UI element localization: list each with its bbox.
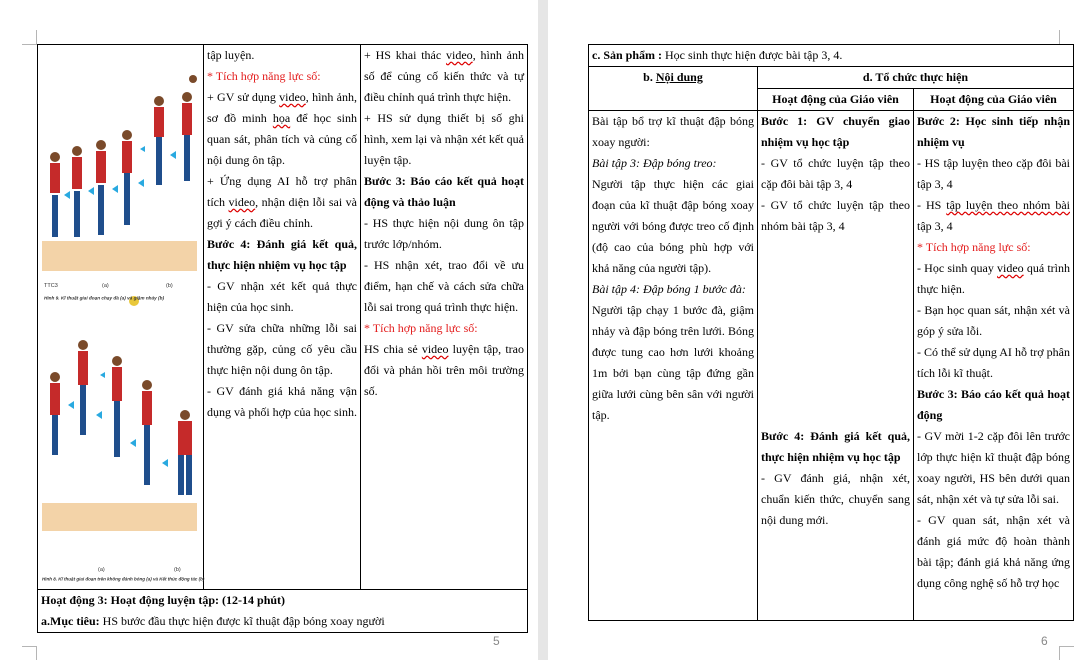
text-paragraph: - GV tổ chức luyện tập theo cặp đôi bài tập 3, 4: [761, 156, 910, 191]
text-paragraph: - GV đánh giá khả năng vận dụng và phối hợp của học sinh.: [207, 384, 357, 419]
text-paragraph: HS chia sẻ video luyện tập, trao đổi và phản hồi trên môi trường số.: [364, 342, 525, 398]
student-cell: [914, 111, 1074, 621]
text-paragraph: - Có thể sử dụng AI hỗ trợ phân tích lỗi kĩ thuật.: [917, 345, 1070, 380]
digital-skill-heading: * Tích hợp năng lực số:: [364, 321, 478, 335]
digital-skill-heading: * Tích hợp năng lực số:: [917, 240, 1031, 254]
text-paragraph: Bài tập bổ trợ kĩ thuật đập bóng xoay người:: [592, 114, 754, 149]
text-paragraph: - HS thực hiện nội dung ôn tập trước lớp/nhóm.: [364, 216, 524, 251]
student-activity-cell: [361, 45, 528, 590]
text-paragraph: + GV sử dụng video, hình ảnh, sơ đồ minh họa để học sinh quan sát, phân tích và củng cố nội dung ôn tập.: [207, 90, 358, 167]
exercise-title: Bài tập 3: Đập bóng treo:: [592, 156, 717, 170]
content-cell: [589, 111, 758, 621]
content-header: b. Nội dung: [589, 67, 758, 111]
figure-caption-top: Hình 9. Kĩ thuật giai đoạn chạy đà (a) và giậm nhảy (b): [44, 296, 165, 302]
page-gap: [538, 0, 548, 660]
step-heading: Bước 3: Báo cáo kết quả hoạt động: [917, 387, 1070, 422]
text-paragraph: - Bạn học quan sát, nhận xét và góp ý sửa lỗi.: [917, 303, 1070, 338]
step-heading: Bước 2: Học sinh tiếp nhận nhiệm vụ: [917, 114, 1070, 149]
text-paragraph: - GV sửa chữa những lỗi sai thường gặp, củng cố yêu cầu thực hiện nội dung ôn tập.: [207, 321, 357, 377]
student-header: Hoạt động của Giáo viên: [914, 89, 1074, 111]
text-paragraph: - HS nhận xét, trao đổi về ưu điểm, hạn chế và cách sửa chữa lỗi sai trong quá trình thực hiện.: [364, 258, 524, 314]
text-paragraph: - Học sinh quay video quá trình thực hiện.: [917, 261, 1070, 296]
text-paragraph: - GV tổ chức luyện tập theo nhóm bài tập 3, 4: [761, 198, 910, 233]
figure-caption-bottom: Hình 8. Kĩ thuật giai đoạn trên không đánh bóng (a) và Kết thúc động tác (b): [42, 577, 205, 582]
figure-label-a: (a): [102, 283, 109, 289]
text-paragraph: + HS khai thác video, hình ảnh số để củng cố kiến thức và tự điều chỉnh quá trình thực hiện.: [364, 48, 524, 104]
figure-label-a-lower: (a): [98, 567, 105, 573]
text-paragraph: Người tập chạy 1 bước đà, giậm nhảy và đập bóng trên lưới. Bóng được tung cao hơn lưới khoảng 1m bởi bạn cùng tập đứng gần giữa lưới cùng bên sân với người tập.: [592, 303, 754, 422]
figure-cell: [38, 45, 204, 590]
athlete-illustration: [38, 45, 204, 590]
left-page: [0, 0, 538, 660]
crop-mark: [22, 30, 37, 45]
activity-heading: Hoạt động 3: Hoạt động luyện tập: (12-14 phút): [41, 593, 286, 607]
text-paragraph: - GV đánh giá, nhận xét, chuẩn kiến thức, chuyển sang nội dung mới.: [761, 471, 910, 527]
technique-figure: [38, 45, 205, 582]
text-paragraph: + Ứng dụng AI hỗ trợ phân tích video, nhận diện lỗi sai và gợi ý cách điều chỉnh.: [207, 174, 357, 230]
digital-skill-heading: * Tích hợp năng lực số:: [207, 69, 321, 83]
objective-line: a.Mục tiêu: HS bước đầu thực hiện được kĩ thuật đập bóng xoay người: [41, 614, 385, 628]
step-heading: Bước 4: Đánh giá kết quả, thực hiện nhiệm vụ học tập: [761, 429, 910, 464]
page-number: 6: [1041, 634, 1048, 648]
step-heading: Bước 3: Báo cáo kết quả hoạt động và thảo luận: [364, 174, 524, 209]
teacher-activity-cell: [204, 45, 361, 590]
spacer: [761, 237, 910, 426]
exercise-title: Bài tập 4: Đập bóng 1 bước đà:: [592, 282, 746, 296]
page-number: 5: [493, 634, 500, 648]
product-cell: c. Sản phẩm : Học sinh thực hiện được bài tập 3, 4.: [589, 45, 1074, 67]
text-paragraph: - GV quan sát, nhận xét và đánh giá mức độ hoàn thành bài tập; đánh giá khả năng ứng dụng công nghệ số hỗ trợ học: [917, 513, 1070, 590]
crop-mark: [1059, 30, 1074, 45]
activity-cell: [38, 590, 528, 633]
lesson-table-left: [37, 44, 528, 633]
lesson-table-right: [588, 44, 1074, 621]
figure-label-b: (b): [166, 283, 173, 289]
text-paragraph: - HS tập luyện theo nhóm bài tập 3, 4: [917, 198, 1070, 233]
figure-label-b-lower: (b): [174, 567, 181, 573]
crop-mark: [1059, 646, 1074, 660]
teacher-header: Hoạt động của Giáo viên: [758, 89, 914, 111]
text-paragraph: + HS sử dụng thiết bị số ghi hình, xem lại và nhận xét kết quả luyện tập.: [364, 111, 524, 167]
teacher-cell: [758, 111, 914, 621]
figure-label-ttc: TTC3: [44, 283, 58, 289]
organization-header: d. Tổ chức thực hiện: [758, 67, 1074, 89]
step-heading: Bước 4: Đánh giá kết quả, thực hiện nhiệm vụ học tập: [207, 237, 357, 272]
text-paragraph: - HS tập luyện theo cặp đôi bài tập 3, 4: [917, 156, 1070, 191]
step-heading: Bước 1: GV chuyển giao nhiệm vụ học tập: [761, 114, 910, 149]
crop-mark: [22, 646, 37, 660]
text-paragraph: Người tập thực hiện các giai đoạn của kĩ thuật đập bóng xoay người với bóng được treo cố định (độ cao của bóng phù hợp với khả năng của người tập).: [592, 177, 754, 275]
text-paragraph: - GV nhận xét kết quả thực hiện của học sinh.: [207, 279, 357, 314]
text-line: tập luyện.: [207, 48, 255, 62]
right-page: [548, 0, 1088, 660]
text-paragraph: - GV mời 1-2 cặp đôi lên trước lớp thực hiện kĩ thuật đập bóng xoay người, HS bên dưới quan sát, nhận xét và tự sửa lỗi sai.: [917, 429, 1070, 506]
